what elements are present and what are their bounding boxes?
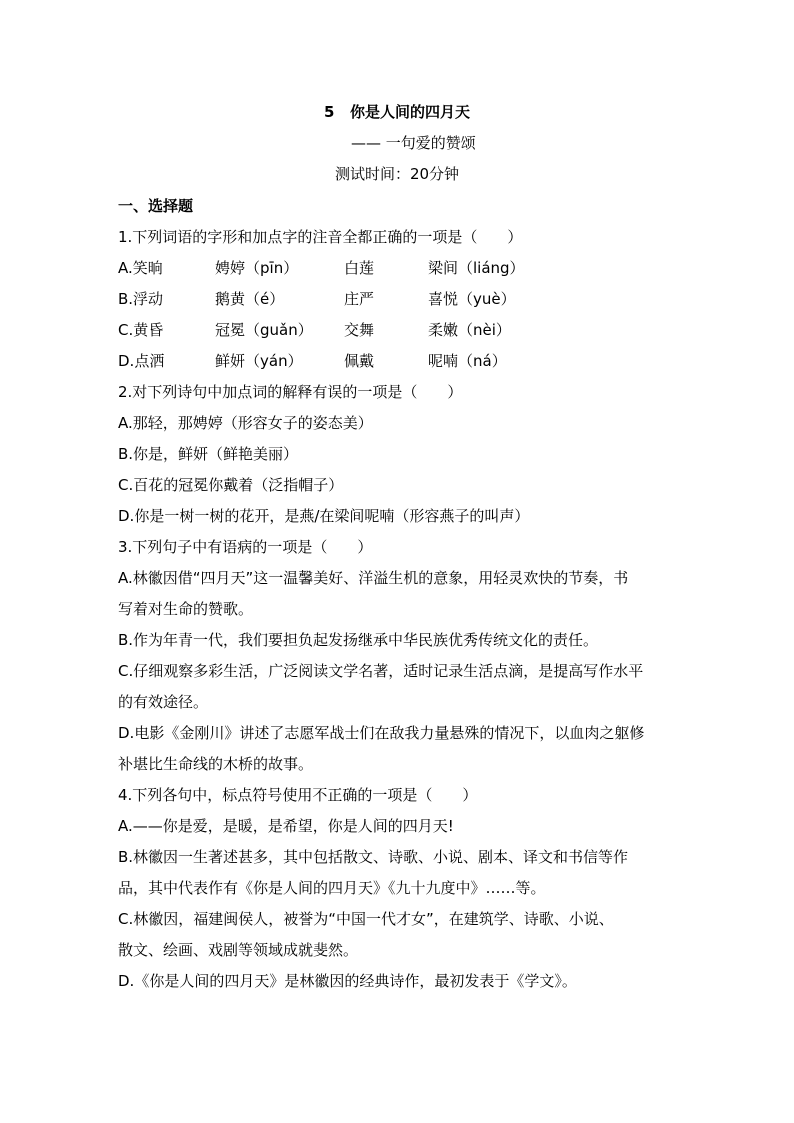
q4-option-d: D.《你是人间的四月天》是林徽因的经典诗作，最初发表于《学文》。 (118, 972, 577, 990)
lesson-subtitle: —— 一句爱的赞颂 (351, 134, 476, 152)
q1-b-word3: 庄严 (344, 290, 375, 308)
q4-option-c-line1: C.林徽因，福建闽侯人，被誉为“中国一代才女”，在建筑学、诗歌、小说、 (118, 910, 614, 928)
q2-option-c: C.百花的冠冕你戴着（泛指帽子） (118, 476, 344, 494)
test-time: 测试时间：20分钟 (334, 165, 460, 183)
q4-option-b-line1: B.林徽因一生著述甚多，其中包括散文、诗歌、小说、剧本、译文和书信等作 (118, 848, 629, 866)
q3-option-d-line1: D.电影《金刚川》讲述了志愿军战士们在敌我力量悬殊的情况下，以血肉之躯修 (118, 724, 645, 742)
q2-option-a: A.那轻，那娉婷（形容女子的姿态美） (118, 414, 373, 432)
lesson-number: 5 (323, 103, 335, 121)
q1-c-word2: 冠冕（guǎn） (215, 321, 313, 339)
q1-d-word2: 鲜妍（yán） (215, 352, 303, 370)
lesson-title-text: 你是人间的四月天 (350, 103, 471, 121)
q4-stem: 4.下列各句中，标点符号使用不正确的一项是（ ） (118, 786, 478, 804)
q1-stem: 1.下列词语的字形和加点字的注音全都正确的一项是（ ） (118, 228, 523, 246)
q4-option-c-line2: 散文、绘画、戏剧等领域成就斐然。 (118, 941, 359, 959)
q3-option-d-line2: 补堪比生命线的木桥的故事。 (118, 755, 314, 773)
q4-option-a: A.——你是爱，是暖，是希望，你是人间的四月天! (118, 817, 454, 835)
q2-option-b: B.你是，鲜妍（鲜艳美丽） (118, 445, 299, 463)
q3-option-c-line2: 的有效途径。 (118, 693, 209, 711)
q1-a-word4: 梁间（liáng） (428, 259, 525, 277)
q1-a-word1: A.笑晌 (118, 259, 163, 277)
q3-option-b: B.作为年青一代，我们要担负起发扬继承中华民族优秀传统文化的责任。 (118, 631, 599, 649)
q4-option-b-line2: 品，其中代表作有《你是人间的四月天》《九十九度中》……等。 (118, 879, 546, 897)
q3-option-a-line2: 写着对生命的赞歌。 (118, 600, 254, 618)
q1-a-word2: 娉婷（pīn） (215, 259, 299, 277)
lesson-title (0, 102, 794, 122)
q3-option-c-line1: C.仔细观察多彩生活，广泛阅读文学名著，适时记录生活点滴，是提高写作水平 (118, 662, 644, 680)
q1-c-word4: 柔嫩（nèi） (428, 321, 511, 339)
q3-option-a-line1: A.林徽因借“四月天”这一温馨美好、洋溢生机的意象，用轻灵欢快的节奏，书 (118, 569, 629, 587)
q1-c-word3: 交舞 (344, 321, 375, 339)
q1-d-word4: 呢喃（ná） (428, 352, 507, 370)
q1-c-word1: C.黄昏 (118, 321, 164, 339)
q2-option-d: D.你是一树一树的花开，是燕/在梁间呢喃（形容燕子的叫声） (118, 507, 530, 525)
q1-b-word4: 喜悦（yuè） (428, 290, 516, 308)
q3-stem: 3.下列句子中有语病的一项是（ ） (118, 538, 373, 556)
q1-d-word3: 佩戴 (344, 352, 375, 370)
q1-d-word1: D.点洒 (118, 352, 165, 370)
q1-b-word1: B.浮动 (118, 290, 164, 308)
q1-b-word2: 鹅黄（é） (215, 290, 285, 308)
q1-a-word3: 白莲 (344, 259, 375, 277)
section-heading: 一、选择题 (118, 197, 194, 215)
q2-stem: 2.对下列诗句中加点词的解释有误的一项是（ ） (118, 383, 463, 401)
